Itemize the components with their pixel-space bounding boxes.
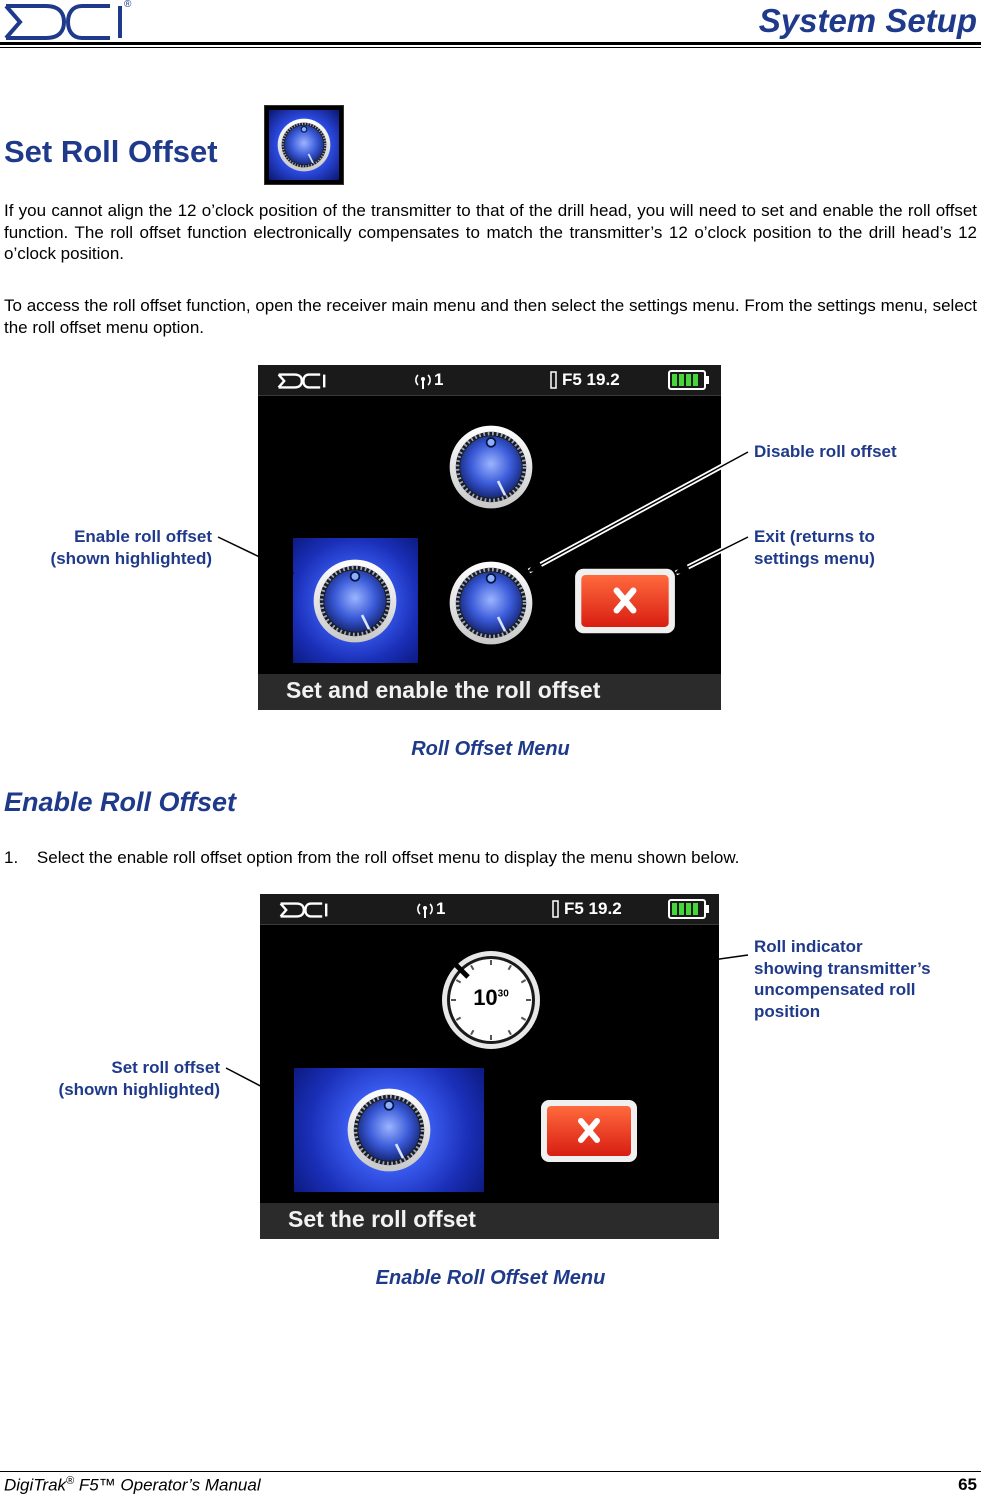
- subsection-title: Enable Roll Offset: [4, 787, 237, 817]
- registered-mark: ®: [124, 0, 132, 10]
- frequency-label: F5 19.2: [562, 370, 620, 389]
- callout-set-roll-offset: Set roll offset (shown highlighted): [58, 1058, 220, 1099]
- menu-label-bar: [260, 1203, 719, 1239]
- step-text: Select the enable roll offset option from the roll offset menu to display the menu shown below.: [36, 848, 740, 867]
- locator-icon: [552, 900, 560, 918]
- channel-number: 1: [434, 370, 444, 389]
- figure-caption-enable-roll-offset-menu: Enable Roll Offset Menu: [375, 1267, 606, 1289]
- step-number: 1.: [4, 848, 19, 867]
- roll-clock-icon: [440, 949, 542, 1051]
- signal-icon: [416, 900, 434, 918]
- exit-icon[interactable]: [539, 1097, 639, 1165]
- battery-icon: [668, 899, 706, 919]
- roll-hour: 10: [473, 985, 498, 1010]
- access-paragraph: To access the roll offset function, open the receiver main menu and then select the settings menu. From the settings menu, select the roll offset menu option.: [4, 296, 977, 337]
- callout-disable-roll-offset: Disable roll offset: [754, 442, 897, 461]
- roll-minutes: 30: [497, 988, 509, 1000]
- channel-number: 1: [436, 899, 446, 918]
- callout-exit: Exit (returns to settings menu): [754, 527, 875, 568]
- page-number: 65: [958, 1475, 977, 1494]
- set-roll-offset-icon: [345, 1086, 433, 1174]
- menu-label: Set the roll offset: [288, 1206, 476, 1232]
- step-1: [4, 848, 739, 868]
- status-bar: [260, 894, 719, 925]
- set-roll-offset-option[interactable]: [294, 1068, 484, 1192]
- menu-label: Set and enable the roll offset: [286, 677, 601, 703]
- callout-enable-roll-offset: Enable roll offset (shown highlighted): [50, 527, 212, 568]
- dci-logo-icon: [274, 902, 336, 918]
- footer-rule: [0, 1471, 981, 1472]
- page-header-title: System Setup: [758, 2, 977, 39]
- figure-caption-roll-offset-menu: Roll Offset Menu: [411, 738, 570, 760]
- callout-roll-indicator: Roll indicator showing transmitter’s uncompensated roll position: [754, 937, 931, 1021]
- section-title: Set Roll Offset: [4, 134, 218, 169]
- intro-paragraph: If you cannot align the 12 o’clock position of the transmitter to that of the drill head, you will need to set and enable the roll offset function. The roll offset function electronically compensates to match the transmitter’s 12 o’clock position to the drill head’s 12 o’clock position.: [4, 201, 977, 263]
- enable-roll-offset-screen: [260, 894, 719, 1239]
- footer-manual-title: DigiTrak® F5™ Operator’s Manual: [4, 1475, 261, 1495]
- frequency-label: F5 19.2: [564, 899, 622, 918]
